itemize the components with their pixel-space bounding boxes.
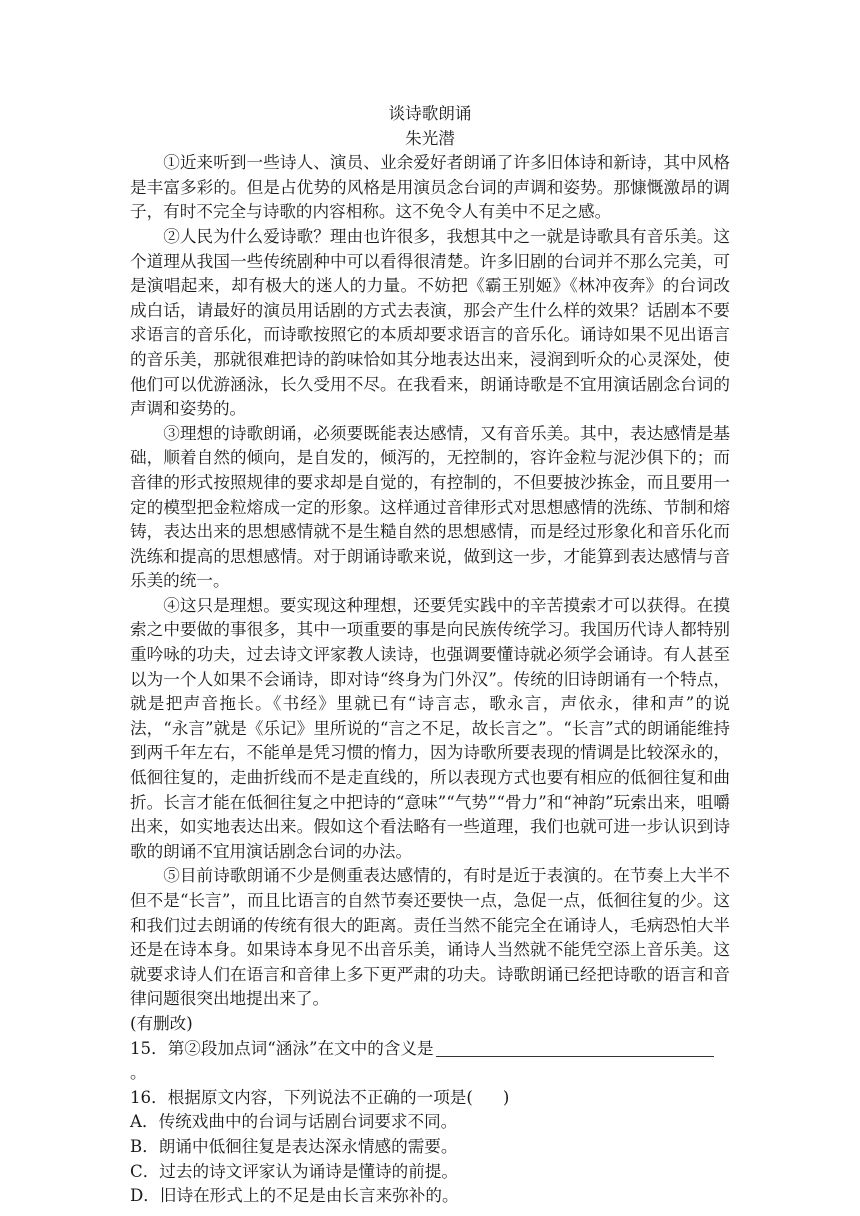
option-c: C．过去的诗文评家认为诵诗是懂诗的前提。 — [130, 1161, 458, 1181]
article-author: 朱光潜 — [405, 128, 455, 148]
edit-note: (有删改) — [130, 1013, 193, 1033]
document-page — [130, 102, 730, 1209]
option-a: A．传统戏曲中的台词与话剧台词要求不同。 — [130, 1112, 458, 1132]
question-16 — [130, 1086, 730, 1111]
question-16-stem: 16．根据原文内容，下列说法不正确的一项是( — [130, 1087, 473, 1107]
option-d: D．旧诗在形式上的不足是由长言来弥补的。 — [130, 1186, 459, 1206]
paragraph-3: ③理想的诗歌朗诵，必须要既能表达感情，又有音乐美。其中，表达感情是基础，顺着自然的倾向，是自发的，倾泻的，无控制的，容许金粒与泥沙俱下的；而音律的形式按照规律的要求却是自觉的，有控制的，不但要披沙拣金，而且要用一定的模型把金粒熔成一定的形象。这样通过音律形式对思想感情的洗练、节制和熔铸，表达出来的思想感情就不是生糙自然的思想感情，而是经过形象化和音乐化而洗练和提高的思想感情。对于朗诵诗歌来说，做到这一步，才能算到表达感情与音乐美的统一。 — [130, 423, 730, 591]
question-15 — [130, 1037, 730, 1086]
paragraph-2: ②人民为什么爱诗歌？理由也许很多，我想其中之一就是诗歌具有音乐美。这个道理从我国一些传统剧种中可以看得很清楚。许多旧剧的台词并不那么完美，可是演唱起来，却有极大的迷人的力量。不妨把《霸王别姬》《林冲夜奔》的台词改成白话，请最好的演员用话剧的方式去表演，那会产生什么样的效果？话剧本不要求语言的音乐化，而诗歌按照它的本质却要求语言的音乐化。诵诗如果不见出语言的音乐美，那就很难把诗的韵味恰如其分地表达出来，浸润到听众的心灵深处，使他们可以优游涵泳，长久受用不尽。在我看来，朗诵诗歌是不宜用演话剧念台词的声调和姿势的。 — [130, 226, 730, 419]
paragraph-1: ①近来听到一些诗人、演员、业余爱好者朗诵了许多旧体诗和新诗，其中风格是丰富多彩的。但是占优势的风格是用演员念台词的声调和姿势。那慷慨激昂的调子，有时不完全与诗歌的内容相称。这不免令人有美中不足之感。 — [130, 153, 730, 222]
article-title: 谈诗歌朗诵 — [388, 104, 472, 123]
answer-blank[interactable] — [436, 1040, 714, 1057]
option-b: B．朗诵中低徊往复是表达深永情感的需要。 — [130, 1136, 458, 1156]
question-15-end: 。 — [130, 1063, 147, 1083]
question-15-text: 15．第②段加点词“涵泳”在文中的含义是 — [130, 1038, 434, 1058]
paragraph-4: ④这只是理想。要实现这种理想，还要凭实践中的辛苦摸索才可以获得。在摸索之中要做的事很多，其中一项重要的事是向民族传统学习。我国历代诗人都特别重吟咏的功夫，过去诗文评家教人读诗，也强调要懂诗就必须学会诵诗。有人甚至以为一个人如果不会诵诗，即对诗“终身为门外汉”。传统的旧诗朗诵有一个特点，就是把声音拖长。《书经》里就已有“诗言志，歌永言，声依永，律和声”的说法，“永言”就是《乐记》里所说的“言之不足，故长言之”。“长言”式的朗诵能维持到两千年左右，不能单是凭习惯的惰力，因为诗歌所要表现的情调是比较深永的，低徊往复的，走曲折线而不是走直线的，所以表现方式也要有相应的低徊往复和曲折。长言才能在低徊往复之中把诗的“意味”“气势”“骨力”和“神韵”玩索出来，咀嚼出来，如实地表达出来。假如这个看法略有一些道理，我们也就可进一步认识到诗歌的朗诵不宜用演话剧念台词的办法。 — [130, 595, 730, 861]
paragraph-5: ⑤目前诗歌朗诵不少是侧重表达感情的，有时是近于表演的。在节奏上大半不但不是“长言”，而且比语言的自然节奏还要快一点，急促一点，低徊往复的少。这和我们过去朗诵的传统有很大的距离。责任当然不能完全在诵诗人，毛病恐怕大半还是在诗本身。如果诗本身见不出音乐美，诵诗人当然就不能凭空添上音乐美。这就要求诗人们在语言和音律上多下更严肃的功夫。诗歌朗诵已经把诗歌的语言和音律问题很突出地提出来了。 — [130, 866, 730, 1009]
question-16-close: ) — [502, 1087, 510, 1107]
